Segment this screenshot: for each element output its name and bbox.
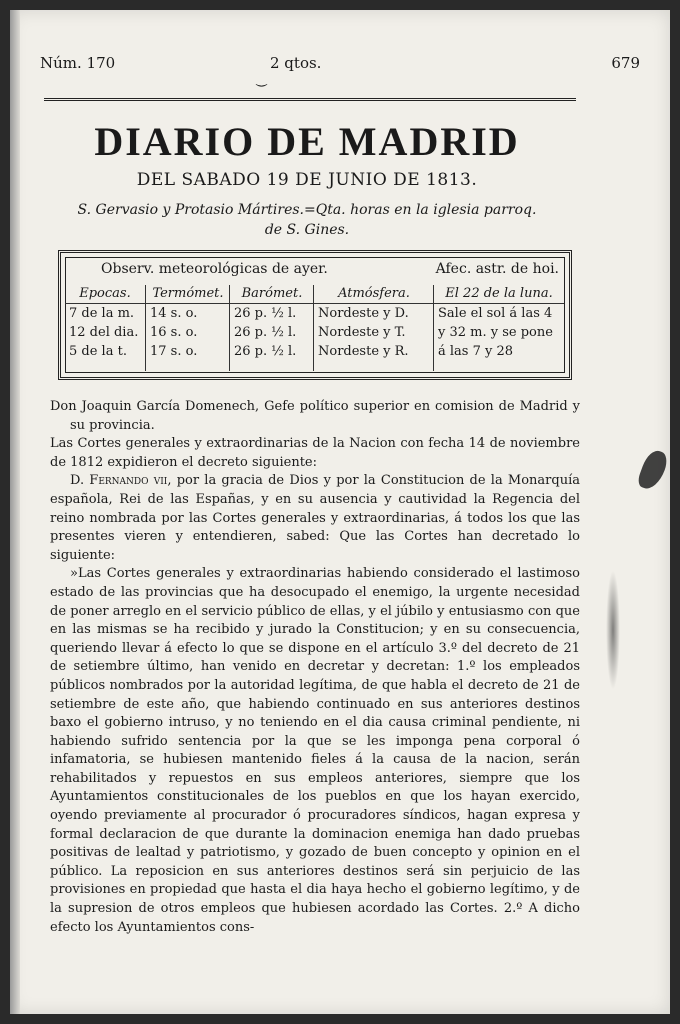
issue-number: Núm. 170 [40, 54, 116, 72]
table-cell: 14 s. o. [150, 306, 198, 321]
price-brace-ornament: ⏝ [256, 72, 268, 86]
article-paragraph: Don Joaquin García Domenech, Gefe político superior en comision de Madrid y su provincia. [50, 399, 580, 433]
column-luna [433, 285, 564, 371]
saints-line-2: de S. Gines. [264, 222, 350, 238]
issue-price: 2 qtos. [270, 54, 322, 72]
masthead-top-line [40, 54, 640, 84]
weather-columns [65, 285, 565, 371]
article-paragraph: Las Cortes generales y extraordinarias de la Nacion con fecha 14 de noviembre de 1812 expidieron el decreto siguiente: [50, 436, 580, 470]
column-header: El 22 de la luna. [434, 285, 564, 304]
page-number: 679 [611, 54, 640, 72]
article-paragraph [50, 472, 580, 565]
table-cell: 16 s. o. [150, 325, 198, 340]
column-barometro [229, 285, 314, 371]
astronomy-heading: Afec. astr. de hoi. [435, 261, 559, 277]
table-cell: á las 7 y 28 [438, 344, 514, 359]
article-body [50, 398, 580, 937]
table-cell: 26 p. ½ l. [234, 344, 297, 359]
weather-table [58, 250, 572, 380]
column-epocas [65, 285, 145, 371]
column-atmosfera [313, 285, 434, 371]
weather-heading: Observ. meteorológicas de ayer. [101, 261, 328, 277]
decree-text: por la gracia de Dios y por la Constitucion de la Monarquía española, Rei de las Españas, y en su ausencia y cautividad la Regencia del reino nombrada por las Cortes generales y extraordinarias, á todos los que las presentes vieren y entendieren, sabed: Que las Cortes han decretado lo siguiente: [50, 473, 580, 563]
table-cell: 12 del dia. [69, 325, 139, 340]
table-cell: Nordeste y D. [318, 306, 409, 321]
saints-line-1: S. Gervasio y Protasio Mártires.=Qta. horas en la iglesia parroq. [77, 202, 537, 218]
table-cell: Sale el sol á las 4 [438, 306, 553, 321]
ink-blot [636, 447, 670, 492]
decree-lead: D. Fernando vii, [70, 473, 172, 489]
article-paragraph: »Las Cortes generales y extraordinarias habiendo considerado el lastimoso estado de las provincias que ha desocupado el enemigo, la urgente necesidad de poner arreglo en el servicio público de ellas, y el júbilo y entusiasmo con que en las mismas se ha recibido y jurado la Constitucion; y en su consecuencia, queriendo llevar á efecto lo que se dispone en el artículo 3.º del decreto de 21 de setiembre último, han venido en decretar y decretan: 1.º los empleados públicos nombrados por la autoridad legítima, de que habla el decreto de 21 de setiembre de este año, que habiendo continuado en sus anteriores destinos baxo el gobierno intruso, y no teniendo en el dia causa criminal pendiente, ni habiendo sufrido sentencia por la que se les imponga pena corporal ó infamatoria, se hubiesen mantenido fieles á la causa de la nacion, serán rehabilitados y repuestos en sus empleos anteriores, siempre que los Ayuntamientos constitucionales de los pueblos en que los hayan exercido, oyendo previamente al procurador ó procuradores síndicos, hagan expresa y formal declaracion de que durante la dominacion enemiga han dado pruebas positivas de lealtad y patriotismo, y gozado de buen concepto y opinion en el público. La reposicion en sus anteriores destinos será sin perjuicio de las provisiones en propiedad que hasta el dia haya hecho el gobierno legítimo, y de la supresion de otros empleos que hubiesen acordado las Cortes. 2.º A dicho efecto los Ayuntamientos cons- [50, 566, 580, 935]
table-cell: 5 de la t. [69, 344, 127, 359]
column-termometro [145, 285, 230, 371]
column-header: Barómet. [230, 285, 314, 304]
table-cell: 26 p. ½ l. [234, 325, 297, 340]
table-cell: Nordeste y T. [318, 325, 406, 340]
page-edge-shadow [10, 10, 20, 1014]
newspaper-title: DIARIO DE MADRID [94, 119, 520, 164]
column-header: Atmósfera. [314, 285, 434, 304]
saints-of-day [40, 200, 574, 240]
issue-date: DEL SABADO 19 DE JUNIO DE 1813. [136, 170, 478, 190]
table-cell: 17 s. o. [150, 344, 198, 359]
column-header: Termómet. [146, 285, 230, 304]
newspaper-page [10, 10, 670, 1014]
column-header: Epocas. [65, 285, 145, 304]
ink-smudge [606, 570, 620, 690]
header-double-rule [44, 98, 576, 106]
table-cell: Nordeste y R. [318, 344, 409, 359]
table-cell: y 32 m. y se pone [438, 325, 553, 340]
table-cell: 7 de la m. [69, 306, 135, 321]
table-cell: 26 p. ½ l. [234, 306, 297, 321]
